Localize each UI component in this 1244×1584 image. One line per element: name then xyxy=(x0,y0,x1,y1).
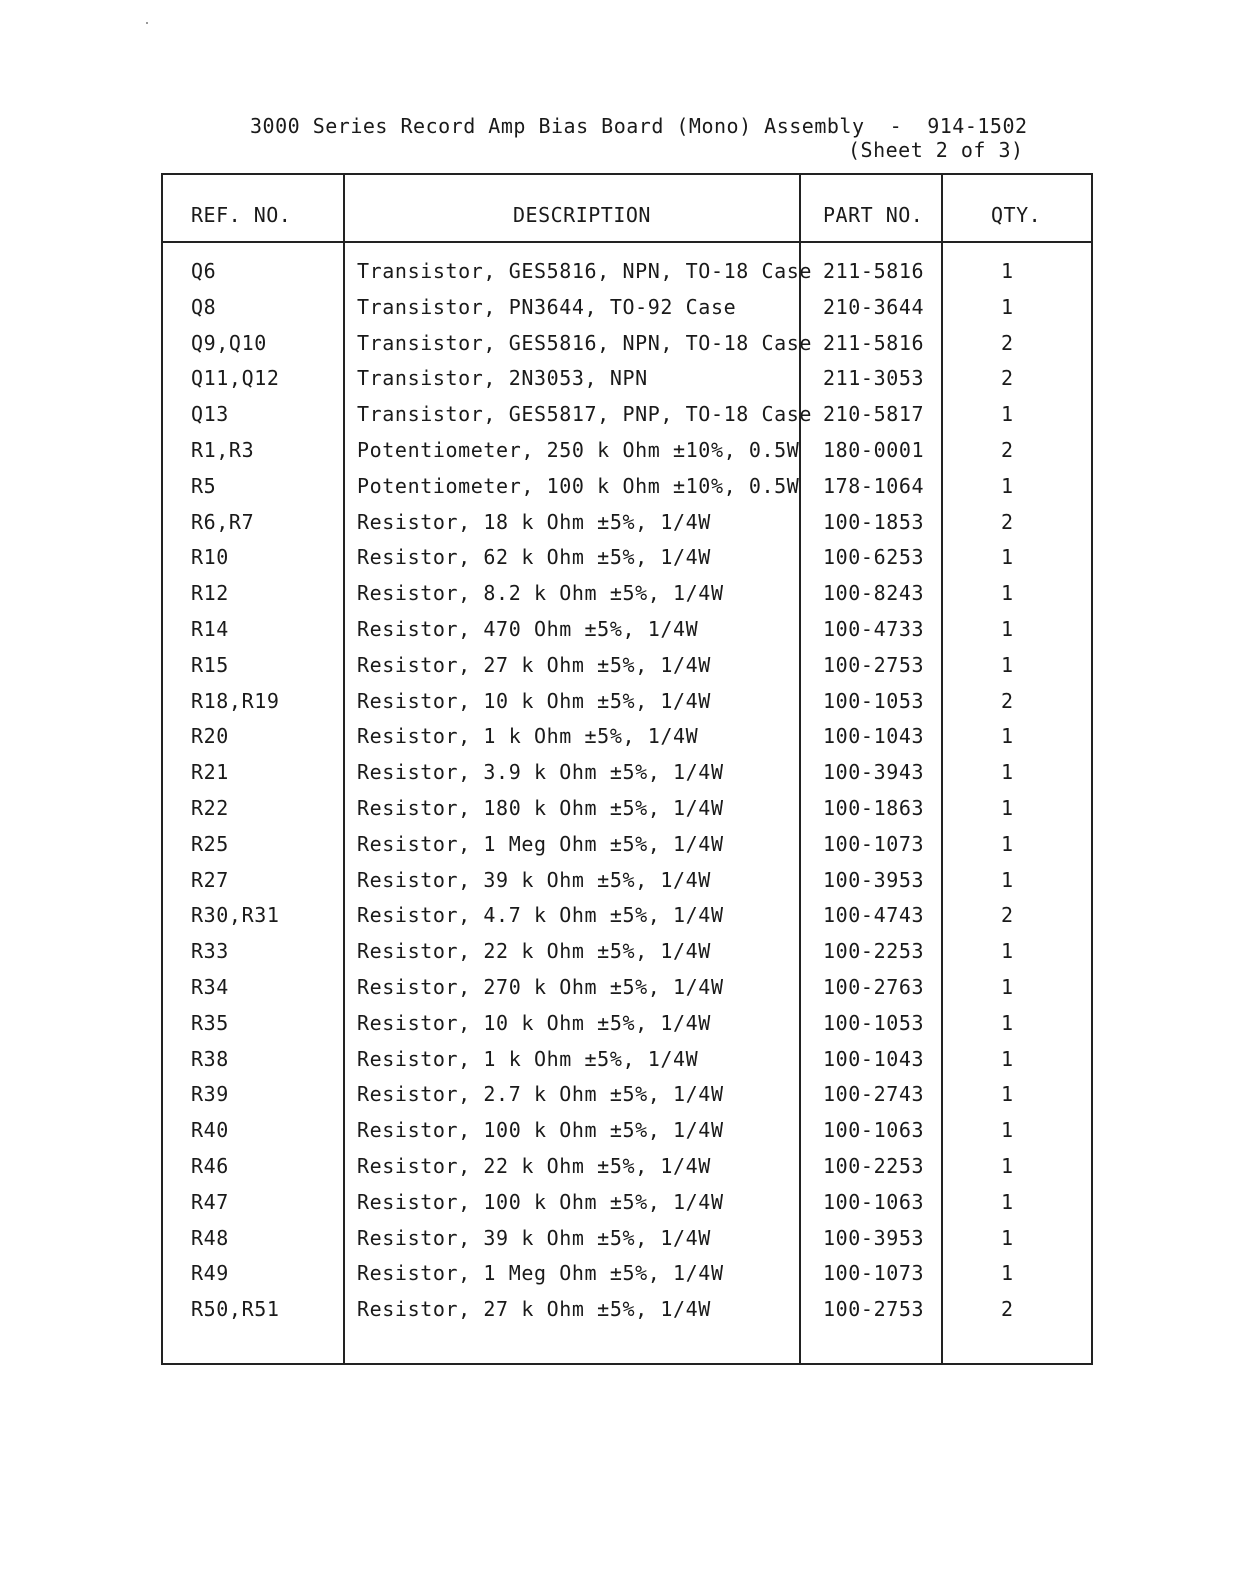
part-no-cell: 180-0001 xyxy=(823,437,925,462)
ref-no-cell: R34 xyxy=(191,974,229,999)
part-no-cell: 100-1073 xyxy=(823,1261,925,1286)
description-cell: Resistor, 27 k Ohm ±5%, 1/4W xyxy=(357,652,711,677)
table-row xyxy=(163,470,1091,506)
part-no-cell: 100-1043 xyxy=(823,1046,925,1071)
description-cell: Resistor, 18 k Ohm ±5%, 1/4W xyxy=(357,509,711,534)
description-cell: Resistor, 10 k Ohm ±5%, 1/4W xyxy=(357,1010,711,1035)
part-no-cell: 100-2763 xyxy=(823,974,925,999)
description-cell: Transistor, 2N3053, NPN xyxy=(357,366,648,391)
description-cell: Resistor, 1 Meg Ohm ±5%, 1/4W xyxy=(357,1261,724,1286)
ref-no-cell: R21 xyxy=(191,760,229,785)
table-row xyxy=(163,935,1091,971)
qty-cell: 1 xyxy=(1001,1046,1014,1071)
qty-cell: 1 xyxy=(1001,1261,1014,1286)
part-no-cell: 100-1063 xyxy=(823,1118,925,1143)
description-cell: Resistor, 1 Meg Ohm ±5%, 1/4W xyxy=(357,831,724,856)
ref-no-cell: R20 xyxy=(191,724,229,749)
qty-cell: 2 xyxy=(1001,437,1014,462)
qty-cell: 1 xyxy=(1001,1118,1014,1143)
description-cell: Resistor, 100 k Ohm ±5%, 1/4W xyxy=(357,1189,724,1214)
ref-no-cell: R6,R7 xyxy=(191,509,255,534)
ref-no-cell: R47 xyxy=(191,1189,229,1214)
description-cell: Resistor, 4.7 k Ohm ±5%, 1/4W xyxy=(357,903,724,928)
table-row xyxy=(163,1078,1091,1114)
part-no-cell: 100-4743 xyxy=(823,903,925,928)
part-no-cell: 211-3053 xyxy=(823,366,925,391)
ref-no-cell: Q8 xyxy=(191,294,217,319)
ref-no-cell: R25 xyxy=(191,831,229,856)
table-row xyxy=(163,1257,1091,1293)
table-row xyxy=(163,649,1091,685)
table-row xyxy=(163,291,1091,327)
qty-cell: 1 xyxy=(1001,867,1014,892)
part-no-cell: 100-3953 xyxy=(823,867,925,892)
table-row xyxy=(163,398,1091,434)
part-no-cell: 100-1043 xyxy=(823,724,925,749)
ref-no-cell: R27 xyxy=(191,867,229,892)
description-cell: Resistor, 62 k Ohm ±5%, 1/4W xyxy=(357,545,711,570)
sheet-number: (Sheet 2 of 3) xyxy=(848,138,1024,162)
table-row xyxy=(163,434,1091,470)
part-no-cell: 100-2753 xyxy=(823,1297,925,1322)
part-no-cell: 100-2253 xyxy=(823,939,925,964)
ref-no-cell: R30,R31 xyxy=(191,903,280,928)
description-cell: Potentiometer, 100 k Ohm ±10%, 0.5W xyxy=(357,473,800,498)
header-divider xyxy=(163,241,1091,243)
description-cell: Resistor, 39 k Ohm ±5%, 1/4W xyxy=(357,1225,711,1250)
part-no-cell: 210-3644 xyxy=(823,294,925,319)
description-cell: Resistor, 3.9 k Ohm ±5%, 1/4W xyxy=(357,760,724,785)
description-cell: Potentiometer, 250 k Ohm ±10%, 0.5W xyxy=(357,437,800,462)
qty-cell: 1 xyxy=(1001,760,1014,785)
ref-no-cell: R33 xyxy=(191,939,229,964)
description-cell: Resistor, 22 k Ohm ±5%, 1/4W xyxy=(357,1153,711,1178)
qty-cell: 2 xyxy=(1001,330,1014,355)
qty-cell: 1 xyxy=(1001,545,1014,570)
parts-table xyxy=(161,173,1093,1365)
ref-no-cell: Q13 xyxy=(191,402,229,427)
part-no-cell: 100-2753 xyxy=(823,652,925,677)
qty-cell: 1 xyxy=(1001,795,1014,820)
table-row xyxy=(163,685,1091,721)
qty-cell: 1 xyxy=(1001,259,1014,283)
table-row xyxy=(163,1007,1091,1043)
table-row xyxy=(163,828,1091,864)
part-no-header: PART NO. xyxy=(823,203,924,227)
description-cell: Resistor, 180 k Ohm ±5%, 1/4W xyxy=(357,795,724,820)
part-no-cell: 100-1053 xyxy=(823,688,925,713)
table-row xyxy=(163,720,1091,756)
description-cell: Transistor, GES5816, NPN, TO-18 Case xyxy=(357,259,813,283)
description-cell: Transistor, GES5817, PNP, TO-18 Case xyxy=(357,402,813,427)
scan-speck xyxy=(146,22,148,24)
table-row xyxy=(163,1222,1091,1258)
description-cell: Transistor, PN3644, TO-92 Case xyxy=(357,294,737,319)
qty-cell: 1 xyxy=(1001,1225,1014,1250)
ref-no-cell: Q9,Q10 xyxy=(191,330,267,355)
qty-cell: 1 xyxy=(1001,1082,1014,1107)
part-no-cell: 100-6253 xyxy=(823,545,925,570)
table-row xyxy=(163,971,1091,1007)
part-no-cell: 100-1063 xyxy=(823,1189,925,1214)
description-cell: Resistor, 22 k Ohm ±5%, 1/4W xyxy=(357,939,711,964)
part-no-cell: 100-1053 xyxy=(823,1010,925,1035)
qty-cell: 1 xyxy=(1001,939,1014,964)
table-row xyxy=(163,613,1091,649)
table-row xyxy=(163,792,1091,828)
table-row xyxy=(163,1186,1091,1222)
qty-cell: 2 xyxy=(1001,1297,1014,1322)
ref-no-cell: R18,R19 xyxy=(191,688,280,713)
part-no-cell: 100-3943 xyxy=(823,760,925,785)
description-cell: Resistor, 10 k Ohm ±5%, 1/4W xyxy=(357,688,711,713)
qty-cell: 1 xyxy=(1001,402,1014,427)
qty-cell: 2 xyxy=(1001,688,1014,713)
ref-no-cell: R22 xyxy=(191,795,229,820)
table-row xyxy=(163,577,1091,613)
description-cell: Resistor, 1 k Ohm ±5%, 1/4W xyxy=(357,724,699,749)
table-row xyxy=(163,1150,1091,1186)
ref-no-cell: R14 xyxy=(191,616,229,641)
ref-no-cell: R48 xyxy=(191,1225,229,1250)
ref-no-cell: R40 xyxy=(191,1118,229,1143)
qty-cell: 1 xyxy=(1001,294,1014,319)
description-cell: Resistor, 1 k Ohm ±5%, 1/4W xyxy=(357,1046,699,1071)
description-cell: Transistor, GES5816, NPN, TO-18 Case xyxy=(357,330,813,355)
part-no-cell: 178-1064 xyxy=(823,473,925,498)
qty-cell: 1 xyxy=(1001,724,1014,749)
qty-cell: 1 xyxy=(1001,1189,1014,1214)
part-no-cell: 100-3953 xyxy=(823,1225,925,1250)
qty-header: QTY. xyxy=(991,203,1042,227)
table-row xyxy=(163,899,1091,935)
ref-no-cell: R46 xyxy=(191,1153,229,1178)
table-row xyxy=(163,506,1091,542)
ref-no-cell: Q6 xyxy=(191,259,217,283)
ref-no-cell: R5 xyxy=(191,473,217,498)
table-body xyxy=(163,255,1091,1329)
part-no-cell: 211-5816 xyxy=(823,259,925,283)
table-row xyxy=(163,756,1091,792)
part-no-cell: 210-5817 xyxy=(823,402,925,427)
table-row xyxy=(163,362,1091,398)
ref-no-cell: R1,R3 xyxy=(191,437,255,462)
ref-no-cell: R38 xyxy=(191,1046,229,1071)
table-row xyxy=(163,864,1091,900)
table-row xyxy=(163,1293,1091,1329)
part-no-cell: 211-5816 xyxy=(823,330,925,355)
description-header: DESCRIPTION xyxy=(513,203,651,227)
description-cell: Resistor, 8.2 k Ohm ±5%, 1/4W xyxy=(357,581,724,606)
table-row xyxy=(163,255,1091,291)
part-no-cell: 100-8243 xyxy=(823,581,925,606)
qty-cell: 2 xyxy=(1001,366,1014,391)
description-cell: Resistor, 27 k Ohm ±5%, 1/4W xyxy=(357,1297,711,1322)
document-title: 3000 Series Record Amp Bias Board (Mono) Assembly - 914-1502 xyxy=(250,114,1028,138)
table-row xyxy=(163,541,1091,577)
description-cell: Resistor, 270 k Ohm ±5%, 1/4W xyxy=(357,974,724,999)
ref-no-cell: R15 xyxy=(191,652,229,677)
description-cell: Resistor, 39 k Ohm ±5%, 1/4W xyxy=(357,867,711,892)
qty-cell: 1 xyxy=(1001,974,1014,999)
description-cell: Resistor, 470 Ohm ±5%, 1/4W xyxy=(357,616,699,641)
table-row xyxy=(163,327,1091,363)
part-no-cell: 100-1853 xyxy=(823,509,925,534)
ref-no-cell: R50,R51 xyxy=(191,1297,280,1322)
part-no-cell: 100-1073 xyxy=(823,831,925,856)
ref-no-cell: R12 xyxy=(191,581,229,606)
qty-cell: 1 xyxy=(1001,473,1014,498)
part-no-cell: 100-4733 xyxy=(823,616,925,641)
qty-cell: 2 xyxy=(1001,903,1014,928)
ref-no-cell: R39 xyxy=(191,1082,229,1107)
ref-no-cell: Q11,Q12 xyxy=(191,366,280,391)
ref-no-cell: R10 xyxy=(191,545,229,570)
table-row xyxy=(163,1114,1091,1150)
qty-cell: 1 xyxy=(1001,1153,1014,1178)
part-no-cell: 100-2743 xyxy=(823,1082,925,1107)
qty-cell: 2 xyxy=(1001,509,1014,534)
part-no-cell: 100-1863 xyxy=(823,795,925,820)
ref-no-header: REF. NO. xyxy=(191,203,292,227)
description-cell: Resistor, 100 k Ohm ±5%, 1/4W xyxy=(357,1118,724,1143)
ref-no-cell: R35 xyxy=(191,1010,229,1035)
part-no-cell: 100-2253 xyxy=(823,1153,925,1178)
table-row xyxy=(163,1043,1091,1079)
qty-cell: 1 xyxy=(1001,581,1014,606)
qty-cell: 1 xyxy=(1001,616,1014,641)
qty-cell: 1 xyxy=(1001,652,1014,677)
ref-no-cell: R49 xyxy=(191,1261,229,1286)
description-cell: Resistor, 2.7 k Ohm ±5%, 1/4W xyxy=(357,1082,724,1107)
qty-cell: 1 xyxy=(1001,831,1014,856)
qty-cell: 1 xyxy=(1001,1010,1014,1035)
